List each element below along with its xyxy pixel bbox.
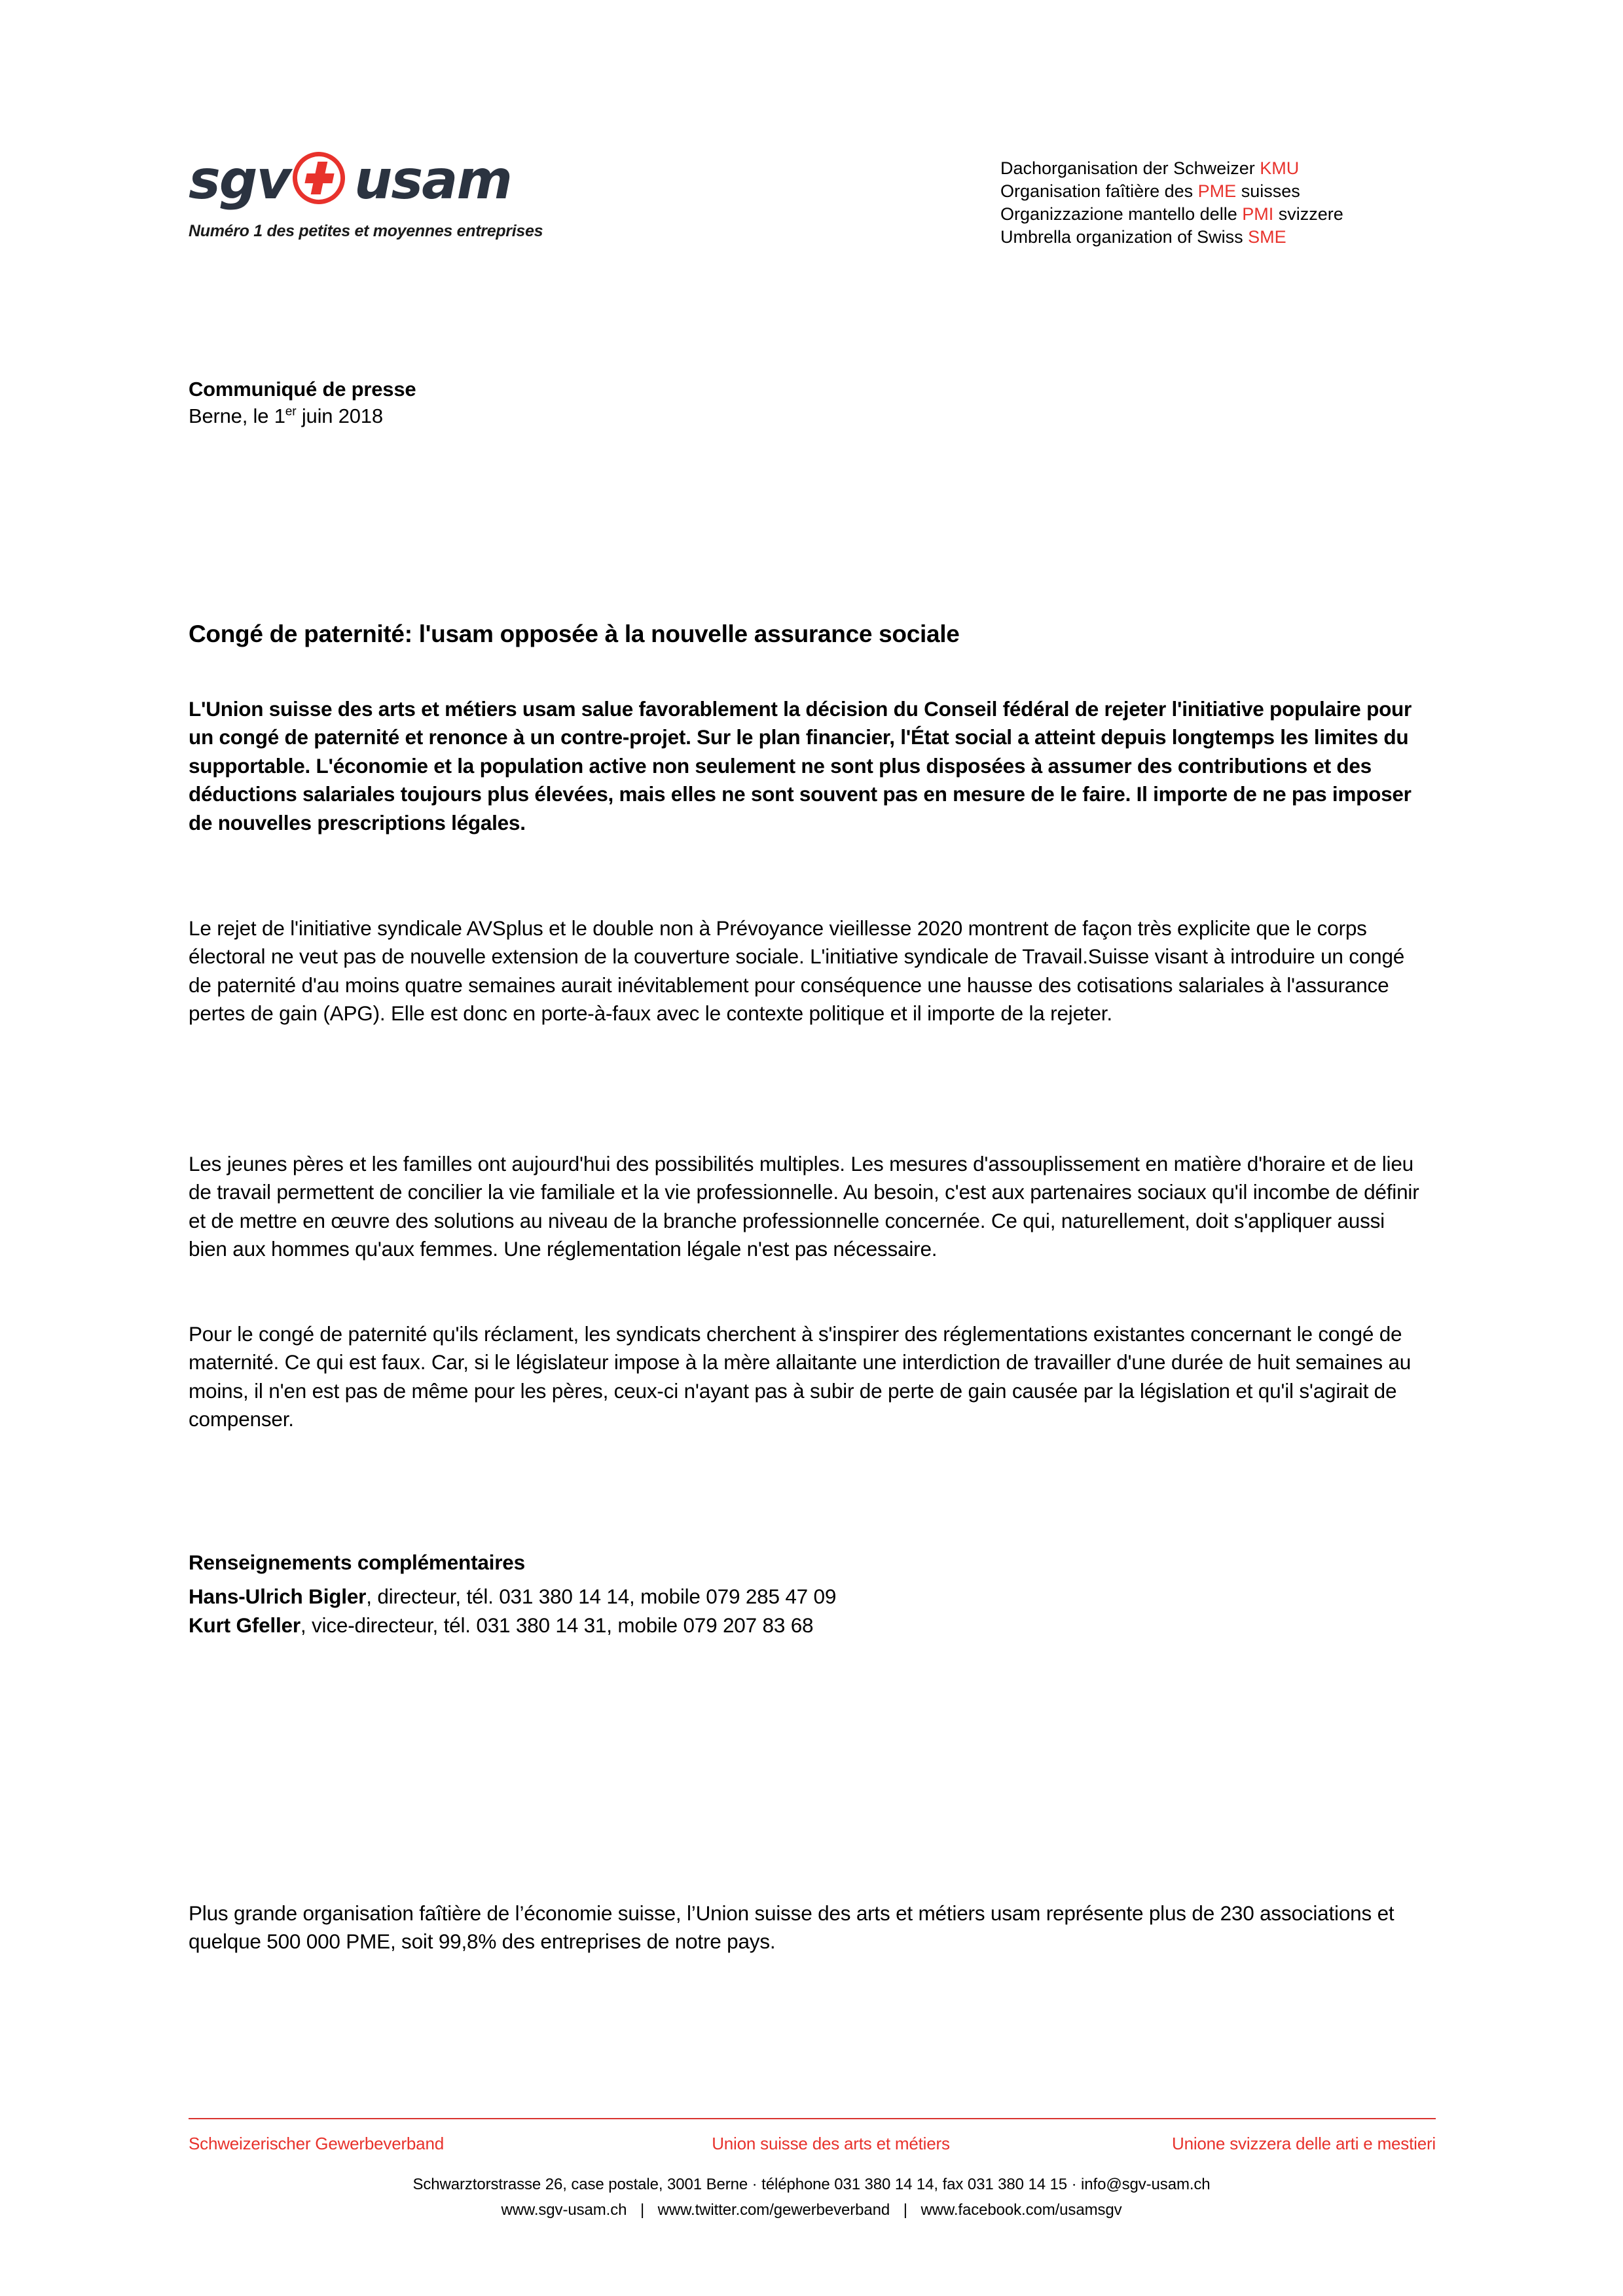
accent-term-sme: SME xyxy=(1248,227,1286,247)
footer-divider xyxy=(189,2118,1436,2119)
document-footer xyxy=(0,2100,1623,2296)
accent-term-pme: PME xyxy=(1197,181,1237,201)
header-language-lines xyxy=(1000,157,1343,249)
contact-row xyxy=(189,1611,1236,1640)
page-title: Congé de paternité: l'usam opposée à la nouvelle assurance sociale xyxy=(189,620,960,647)
footer-link-separator: | xyxy=(640,2201,645,2219)
contact-details: , vice-directeur, tél. 031 380 14 31, mobile 079 207 83 68 xyxy=(300,1613,814,1637)
date-ordinal-suffix: er xyxy=(285,404,297,419)
accent-term-kmu: KMU xyxy=(1260,158,1300,178)
contact-name: Kurt Gfeller xyxy=(189,1613,301,1637)
logo-word-usam: usam xyxy=(354,149,511,211)
footer-name-it: Unione svizzera delle arti e mestieri xyxy=(1172,2134,1436,2153)
logo-lockup xyxy=(189,149,608,212)
contact-name: Hans-Ulrich Bigler xyxy=(189,1585,367,1608)
body-paragraph-3: Pour le congé de paternité qu'ils réclament, les syndicats cherchent à s'inspirer des réglementations existantes concernant le congé de maternité. Ce qui est faux. Car, si le législateur impose à la mère allaitante une interdiction de travailler d'une durée de huit semaines au moins, il n'en est pas de même pour les pères, ceux-ci n'ayant pas à subir de perte de gain causée par la législation et qu'il s'agirait de compenser. xyxy=(189,1321,1412,1431)
header-language-line-en: Umbrella organization of Swiss SME xyxy=(1000,227,1286,247)
contact-details: , directeur, tél. 031 380 14 14, mobile 079 285 47 09 xyxy=(366,1585,837,1608)
contact-row xyxy=(189,1583,1236,1611)
footer-link-separator: | xyxy=(903,2201,907,2219)
logo-tagline: Numéro 1 des petites et moyennes entreprises xyxy=(189,222,543,240)
footer-link-facebook[interactable]: www.facebook.com/usamsgv xyxy=(921,2201,1122,2219)
footer-links-line xyxy=(0,2199,1623,2221)
header-language-line-fr: Organisation faîtière des PME suisses xyxy=(1000,181,1300,201)
accent-term-pmi: PMI xyxy=(1242,204,1274,224)
body-paragraph-2: Les jeunes pères et les familles ont aujourd'hui des possibilités multiples. Les mesures d'assouplissement en matière d'horaire et de lieu de travail permettent de concilier la vie familiale et la vie professionnelle. Au besoin, c'est aux partenaires sociaux qu'il incombe de définir et de mettre en œuvre des solutions au niveau de la branche professionnelle concernée. Ce qui, naturellement, doit s'appliquer aussi bien aux hommes qu'aux femmes. Une réglementation légale n'est pas nécessaire. xyxy=(189,1151,1419,1261)
document-header xyxy=(0,0,1623,308)
swiss-cross-circle-icon xyxy=(291,151,352,211)
header-language-line-de: Dachorganisation der Schweizer KMU xyxy=(1000,158,1300,178)
header-language-line-it: Organizzazione mantello delle PMI svizzere xyxy=(1000,204,1343,224)
body-paragraph-1: Le rejet de l'initiative syndicale AVSplus et le double non à Prévoyance vieillesse 2020 montrent de façon très explicite que le corps électoral ne veut pas de nouvelle extension de la couverture sociale. L'initiative syndicale de Travail.Suisse visant à introduire un congé de paternité d'au moins quatre semaines aurait inévitablement pour conséquence une hausse des cotisations salariales à l'assurance pertes de gain (APG). Elle est donc en porte-à-faux avec le contexte politique et il importe de la rejeter. xyxy=(189,916,1405,1025)
footer-name-fr: Union suisse des arts et métiers xyxy=(712,2134,950,2153)
footer-link-twitter[interactable]: www.twitter.com/gewerbeverband xyxy=(657,2201,890,2219)
contacts-heading: Renseignements complémentaires xyxy=(189,1551,525,1575)
contacts-list xyxy=(189,1583,1236,1640)
lead-paragraph: L'Union suisse des arts et métiers usam salue favorablement la décision du Conseil fédéral de rejeter l'initiative populaire pour un congé de paternité et renonce à un contre-projet. Sur le plan financier, l'État social a atteint depuis longtemps les limites du supportable. L'économie et la population active non seulement ne sont plus disposées à assumer des contributions et des déductions salariales toujours plus élevées, mais elles ne sont souvent pas en mesure de le faire. Il importe de ne pas imposer de nouvelles prescriptions légales. xyxy=(189,696,1412,834)
document-dateline: Berne, le 1er juin 2018 xyxy=(189,404,383,427)
document-meta xyxy=(189,376,974,430)
footer-address-line: Schwarztorstrasse 26, case postale, 3001 Berne · téléphone 031 380 14 14, fax 031 380 14 15 · info@sgv-usam.ch xyxy=(412,2176,1211,2193)
footer-link-website[interactable]: www.sgv-usam.ch xyxy=(501,2201,627,2219)
footer-organization-names xyxy=(189,2132,1436,2155)
document-type-label: Communiqué de presse xyxy=(189,378,416,401)
sgv-usam-logo xyxy=(189,149,608,241)
logo-word-sgv: sgv xyxy=(189,149,290,211)
footer-name-de: Schweizerischer Gewerbeverband xyxy=(189,2134,444,2153)
boilerplate-paragraph: Plus grande organisation faîtière de l’économie suisse, l’Union suisse des arts et métiers usam représente plus de 230 associations et quelque 500 000 PME, soit 99,8% des entreprises de notre pays. xyxy=(189,1901,1395,1953)
